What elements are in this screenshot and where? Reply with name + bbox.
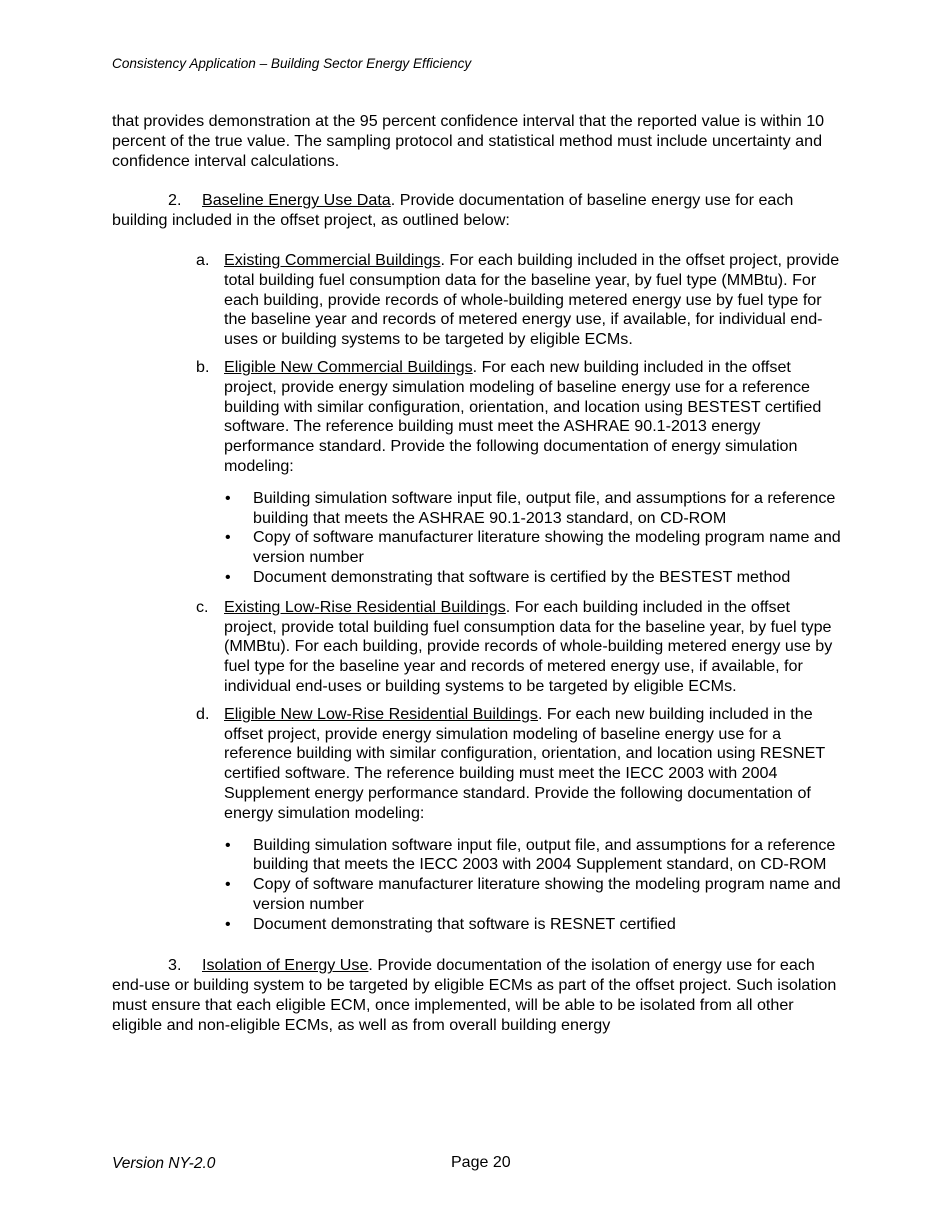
section-2-number: 2.: [168, 191, 182, 210]
bullet-item: [224, 489, 842, 529]
document-body: [112, 112, 842, 1036]
item-text: . For each building included in the offset project, provide total building fuel consumption data for the baseline year, by fuel type (MMBtu). For each building, provide records of whole-building metered energy use by fuel type for the baseline year and records of metered energy use, if available, for individual end-uses or building systems to be targeted by eligible ECMs.: [224, 597, 833, 695]
list-item-a: [196, 251, 842, 350]
section-3-heading: Isolation of Energy Use: [202, 956, 369, 975]
item-label: c.: [196, 597, 209, 616]
bullet-item: [224, 875, 842, 915]
item-heading: Existing Commercial Buildings: [224, 250, 441, 269]
bullet-text: Building simulation software input file, output file, and assumptions for a reference building that meets the IECC 2003 with 2004 Supplement standard, on CD-ROM: [253, 835, 836, 874]
bullet-list: [224, 489, 842, 588]
bullet-text: Document demonstrating that software is RESNET certified: [253, 914, 676, 933]
bullet-icon: •: [225, 567, 231, 586]
list-item-c: [196, 598, 842, 697]
section-2-paragraph: [112, 191, 842, 231]
item-body: [224, 598, 842, 697]
section-2-item-list: [196, 251, 842, 937]
intro-paragraph: that provides demonstration at the 95 percent confidence interval that the reported value is within 10 percent of the true value. The sampling protocol and statistical method must include uncertainty and confidence interval calculations.: [112, 112, 825, 170]
bullet-item: [224, 528, 842, 568]
bullet-list: [224, 836, 842, 935]
bullet-text: Copy of software manufacturer literature showing the modeling program name and version number: [253, 528, 841, 567]
item-body: [224, 705, 842, 937]
page-number: Page 20: [451, 1154, 511, 1171]
item-label: d.: [196, 704, 210, 723]
item-heading: Eligible New Commercial Buildings: [224, 357, 473, 376]
bullet-text: Building simulation software input file, output file, and assumptions for a reference building that meets the ASHRAE 90.1-2013 standard, on CD-ROM: [253, 488, 836, 527]
bullet-item: [224, 836, 842, 876]
bullet-item: [224, 915, 842, 935]
item-text: . For each new building included in the offset project, provide energy simulation modeling of baseline energy use for a reference building with similar configuration, orientation, and location using RESNET certified software. The reference building must meet the IECC 2003 with 2004 Supplement energy performance standard. Provide the following documentation of energy simulation modeling:: [224, 704, 825, 822]
item-body: [224, 251, 842, 350]
bullet-icon: •: [225, 914, 231, 933]
item-heading: Existing Low-Rise Residential Buildings: [224, 597, 506, 616]
bullet-icon: •: [225, 488, 231, 507]
section-3-paragraph: [112, 956, 842, 1035]
item-text: . For each building included in the offset project, provide total building fuel consumption data for the baseline year, by fuel type (MMBtu). For each building, provide records of whole-building metered energy use by fuel type for the baseline year and records of metered energy use, if available, for individual end-uses or building systems to be targeted by eligible ECMs.: [224, 250, 840, 349]
item-text: . For each new building included in the offset project, provide energy simulation modeling of baseline energy use for a reference building with similar configuration, orientation, and location using BESTEST certified software. The reference building must meet the ASHRAE 90.1-2013 energy performance standard. Provide the following documentation of energy simulation modeling:: [224, 357, 822, 475]
section-2-text: . Provide documentation of baseline energy use for each building included in the offset project, as outlined below:: [112, 191, 794, 230]
footer-version: Version NY-2.0: [112, 1155, 216, 1172]
bullet-icon: •: [225, 875, 231, 894]
section-3-text: . Provide documentation of the isolation of energy use for each end-use or building system to be targeted by eligible ECMs as part of the offset project. Such isolation must ensure that each eligible ECM, once implemented, will be able to be isolated from all other eligible and non-eligible ECMs, as well as from overall building energy: [112, 956, 837, 1034]
item-label: a.: [196, 250, 210, 269]
list-item-d: [196, 705, 842, 937]
running-header: Consistency Application – Building Sector Energy Efficiency: [112, 56, 472, 71]
item-heading: Eligible New Low-Rise Residential Buildings: [224, 704, 538, 723]
section-3-number: 3.: [168, 956, 182, 975]
bullet-text: Document demonstrating that software is certified by the BESTEST method: [253, 567, 791, 586]
item-body: [224, 358, 842, 590]
bullet-icon: •: [225, 835, 231, 854]
section-2-heading: Baseline Energy Use Data: [202, 191, 391, 210]
bullet-item: [224, 568, 842, 588]
list-item-b: [196, 358, 842, 590]
bullet-text: Copy of software manufacturer literature showing the modeling program name and version number: [253, 875, 841, 913]
bullet-icon: •: [225, 528, 231, 547]
item-label: b.: [196, 357, 210, 376]
